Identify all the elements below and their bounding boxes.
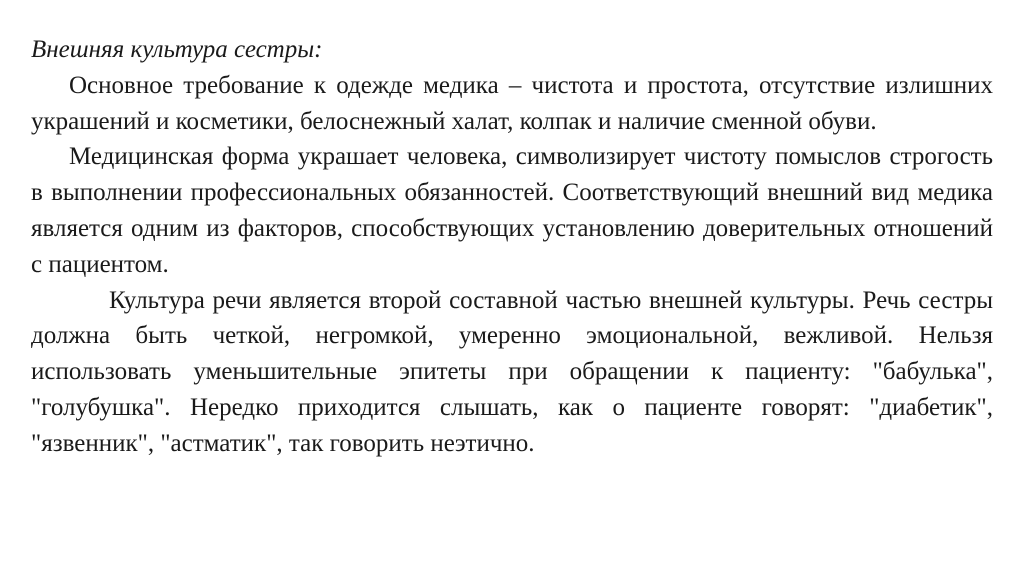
slide-content	[31, 32, 993, 462]
paragraph-speech-culture: Культура речи является второй составной частью внешней культуры. Речь сестры должна быть четкой, негромкой, умеренно эмоциональной, вежливой. Нельзя использовать уменьшительные эпитеты при обращении к пациенту: "бабулька", "голубушка". Нередко приходится слышать, как о пациенте говорят: "диабетик", "язвенник", "астматик", так говорить неэтично.	[31, 286, 993, 457]
paragraph-clothing: Основное требование к одежде медика – чистота и простота, отсутствие излишних украшений и косметики, белоснежный халат, колпак и наличие сменной обуви.	[31, 71, 993, 135]
section-heading: Внешняя культура сестры:	[31, 36, 323, 63]
paragraph-uniform: Медицинская форма украшает человека, символизирует чистоту помыслов строгость в выполнении профессиональных обязанностей. Соответствующий внешний вид медика является одним из факторов, способствующих установлению доверительных отношений с пациентом.	[31, 143, 993, 278]
